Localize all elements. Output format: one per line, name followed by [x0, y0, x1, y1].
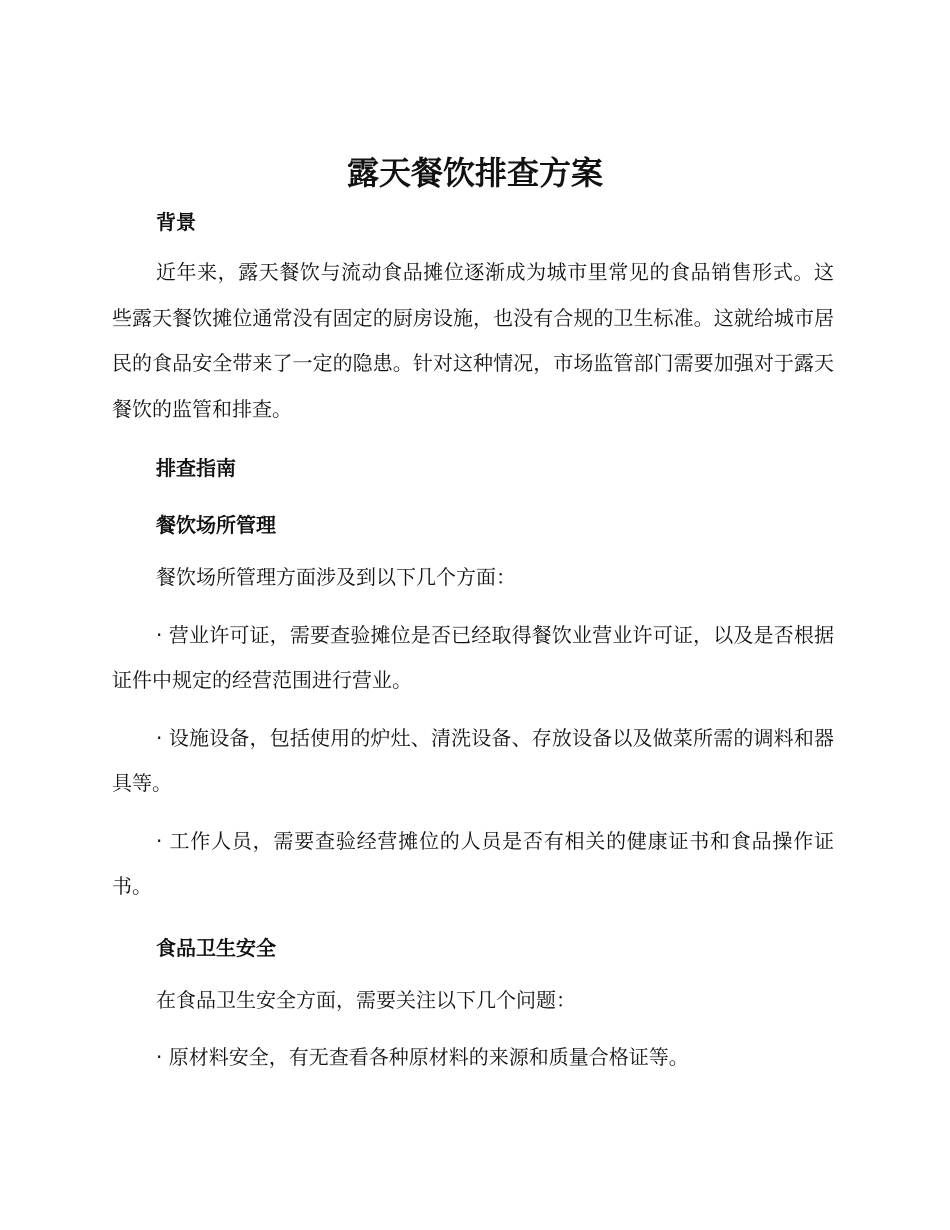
list-item-license: · 营业许可证，需要查验摊位是否已经取得餐饮业营业许可证，以及是否根据证件中规定的经营范围进行营业。 [112, 622, 834, 692]
list-item-staff: · 工作人员，需要查验经营摊位的人员是否有相关的健康证书和食品操作证书。 [112, 828, 834, 898]
paragraph-venue-intro: 餐饮场所管理方面涉及到以下几个方面： [156, 565, 516, 589]
subsection-heading-safety: 食品卫生安全 [156, 935, 276, 960]
section-heading-guide: 排查指南 [156, 456, 236, 480]
document-title: 露天餐饮排查方案 [346, 154, 603, 192]
document-body [112, 204, 834, 1081]
paragraph-background: 近年来，露天餐饮与流动食品摊位逐渐成为城市里常见的食品销售形式。这些露天餐饮摊位通常没有固定的厨房设施，也没有合规的卫生标准。这就给城市居民的食品安全带来了一定的隐患。针对这种情况，市场监管部门需要加强对于露天餐饮的监管和排查。 [112, 260, 834, 421]
list-item-equipment: · 设施设备，包括使用的炉灶、清洗设备、存放设备以及做菜所需的调料和器具等。 [112, 725, 834, 795]
paragraph-safety-intro: 在食品卫生安全方面，需要关注以下几个问题： [156, 987, 576, 1012]
section-heading-background: 背景 [156, 210, 196, 234]
list-item-raw-materials: · 原材料安全，有无查看各种原材料的来源和质量合格证等。 [156, 1045, 689, 1069]
subsection-heading-venue: 餐饮场所管理 [156, 513, 276, 537]
